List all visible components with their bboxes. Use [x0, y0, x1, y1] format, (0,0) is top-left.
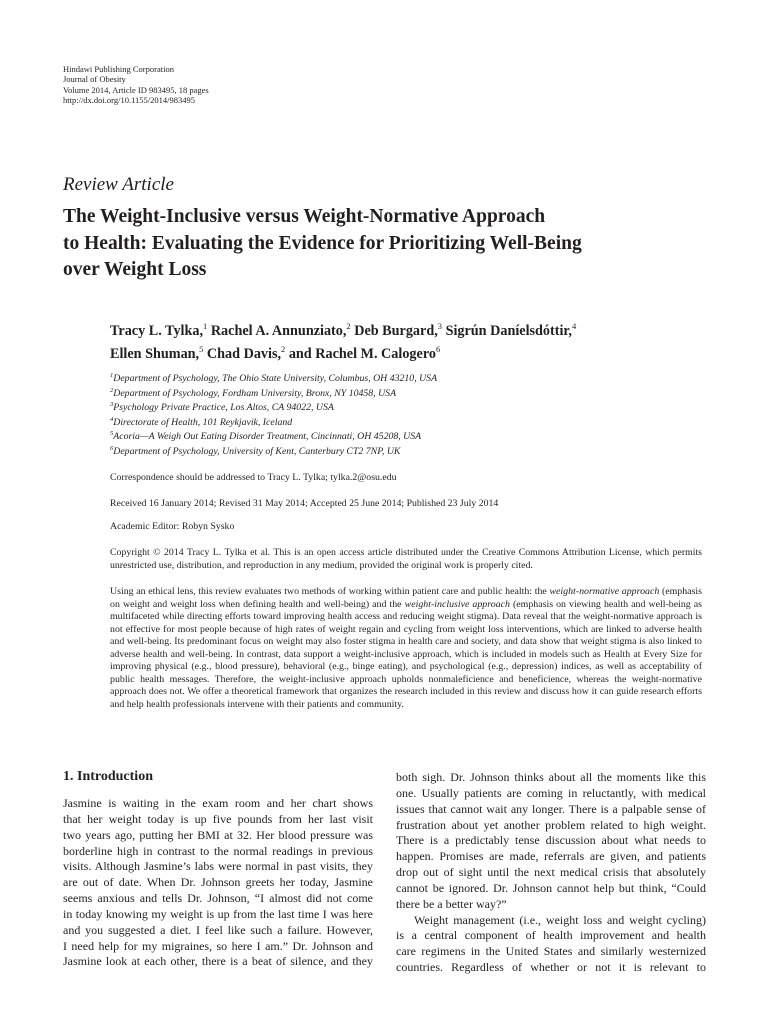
body-line: frustration about yet another problem related to high weight.	[396, 817, 706, 832]
author-affil-number: 6	[435, 344, 441, 354]
author-affil-number: 2	[346, 321, 351, 331]
author-affil-number: 2	[281, 344, 286, 354]
affiliation-text: Directorate of Health, 101 Reykjavik, Iceland	[113, 416, 293, 428]
affiliation-text: Department of Psychology, The Ohio State University, Columbus, OH 43210, USA	[113, 373, 438, 384]
title-line: over Weight Loss	[63, 259, 207, 280]
body-line: is a central component of health improvement and health	[396, 928, 706, 943]
abstract-text: (emphasis on weight and weight loss when defining health and well-being) and the	[110, 586, 702, 610]
abstract	[110, 586, 702, 711]
body-line: visits. Although Jasmine’s labs were normal in past visits, they	[63, 859, 373, 874]
body-line: are out of date. When Dr. Johnson greets her today, Jasmine	[63, 875, 373, 890]
title-line: The Weight-Inclusive versus Weight-Normative Approach	[63, 206, 546, 227]
article-type: Review Article	[63, 174, 174, 195]
body-line: borderline high in contrast to the normal readings in previous	[63, 843, 373, 858]
affiliation-item	[110, 387, 437, 402]
affiliations-list	[110, 372, 437, 460]
body-line: and you suggested a diet. I feel like such a failure. However,	[63, 922, 373, 937]
body-paragraph	[63, 796, 373, 970]
author-name: Chad Davis,	[206, 346, 282, 362]
author-name: and Rachel M. Calogero	[288, 346, 436, 362]
affiliation-text: Psychology Private Practice, Los Altos, CA 94022, USA	[113, 402, 334, 414]
affiliation-item	[110, 445, 437, 460]
academic-editor: Academic Editor: Robyn Sysko	[110, 521, 235, 532]
author-list	[110, 320, 576, 366]
author-affil-number: 4	[571, 321, 577, 331]
abstract-text: Using an ethical lens, this review evaluates two methods of working within patient care and public health: the	[110, 586, 550, 597]
abstract-text: (emphasis on viewing health and well-being as multifaceted while directing efforts toward improving health access and reducing weight stigma). Data reveal that the weight-normative approach is not effective for most people because of high rates of weight regain and cycling from weight loss interventions, which are linked to adverse health and well-being. Its predominant focus on weight may also foster stigma in health care and society, and data show that weight stigma is also linked to adverse health and well-being. In contrast, data support a weight-inclusive approach, which is included in models such as Health at Every Size for improving physical (e.g., blood pressure), behavioral (e.g., binge eating), and psychological (e.g., depression) indices, as well as acceptability of public health messages. Therefore, the weight-inclusive approach upholds nonmaleficience and beneficience, whereas the weight-normative approach does not. We offer a theoretical framework that organizes the research included in this review and discuss how it can guide research efforts and help health professionals intervene with their patients and community.	[110, 598, 702, 710]
affiliation-number: 4	[110, 415, 114, 423]
author-name: Sigrún Daníelsdóttir,	[445, 323, 572, 339]
body-line: There is a predictably tense discussion about what needs to	[396, 833, 706, 848]
body-line: drop out of sight until the next medical crisis that absolutely	[396, 865, 706, 880]
volume-info: Volume 2014, Article ID 983495, 18 pages	[63, 84, 209, 95]
body-line: Jasmine look at each other, there is a beat of silence, and they	[63, 954, 373, 969]
body-line: countries. Regardless of whether or not it is relevant to	[396, 960, 706, 975]
body-line: seems anxious and tells Dr. Johnson, “I almost did not come	[63, 891, 373, 906]
author-affil-number: 3	[437, 321, 443, 331]
author-name: Ellen Shuman,	[110, 346, 200, 362]
author-name: Rachel A. Annunziato,	[210, 323, 347, 339]
body-line: care regimens in the United States and similarly westernized	[396, 944, 706, 959]
affiliation-item	[110, 372, 437, 387]
affiliation-number: 1	[110, 372, 114, 379]
section-heading: 1. Introduction	[63, 769, 153, 784]
author-name: Deb Burgard,	[354, 323, 438, 339]
body-paragraph	[396, 913, 706, 976]
affiliation-item	[110, 416, 437, 431]
affiliation-number: 5	[110, 430, 114, 438]
affiliation-number: 6	[110, 444, 114, 452]
body-line: both sigh. Dr. Johnson thinks about all the moments like this	[396, 770, 706, 784]
body-line: in today knowing my weight is up from the last time I was here	[63, 906, 373, 921]
publisher-name: Hindawi Publishing Corporation	[63, 64, 174, 74]
publication-dates: Received 16 January 2014; Revised 31 May 2014; Accepted 25 June 2014; Published 23 July 2014	[110, 498, 499, 509]
body-column-left	[63, 796, 373, 970]
affiliation-item	[110, 430, 437, 445]
body-line: I need help for my migraines, so here I am.” Dr. Johnson and	[63, 938, 373, 953]
author-affil-number: 5	[199, 344, 204, 354]
body-paragraph	[396, 770, 706, 913]
author-name: Tracy L. Tylka,	[110, 323, 204, 339]
affiliation-number: 3	[110, 401, 114, 409]
body-column-right	[396, 770, 706, 976]
doi-link[interactable]: http://dx.doi.org/10.1155/2014/983495	[63, 94, 195, 105]
affiliation-number: 2	[110, 386, 114, 394]
affiliation-text: Acoria—A Weigh Out Eating Disorder Treatment, Cincinnati, OH 45208, USA	[113, 431, 422, 443]
article-title	[63, 204, 723, 284]
body-line: issues that cannot wait any longer. There is a palpable sense of	[396, 801, 706, 816]
correspondence-note: Correspondence should be addressed to Tracy L. Tylka; tylka.2@osu.edu	[110, 472, 397, 483]
affiliation-text: Department of Psychology, Fordham University, Bronx, NY 10458, USA	[113, 387, 397, 399]
body-line: Weight management (i.e., weight loss and weight cycling)	[414, 912, 706, 927]
body-line: two years ago, putting her BMI at 32. Her blood pressure was	[63, 827, 373, 842]
body-line: one. Usually patients are coming in reluctantly, with medical	[396, 785, 706, 800]
abstract-term: weight-inclusive approach	[404, 598, 510, 610]
title-line: to Health: Evaluating the Evidence for Prioritizing Well-Being	[63, 232, 582, 254]
affiliation-text: Department of Psychology, University of Kent, Canterbury CT2 7NP, UK	[113, 445, 401, 457]
journal-name: Journal of Obesity	[63, 74, 126, 85]
body-line: there be a better way?”	[396, 896, 507, 911]
body-line: cannot be ignored. Dr. Johnson cannot help but think, “Could	[396, 880, 706, 895]
abstract-term: weight-normative approach	[549, 586, 660, 597]
journal-masthead	[63, 64, 209, 105]
affiliation-item	[110, 401, 437, 416]
body-line: happen. Promises are made, referrals are given, and patients	[396, 849, 706, 864]
author-affil-number: 1	[203, 321, 208, 331]
copyright-notice: Copyright © 2014 Tracy L. Tylka et al. This is an open access article distributed under the Creative Commons Attribution License, which permits unrestricted use, distribution, and reproduction in any medium, provided the original work is properly cited.	[110, 547, 702, 571]
body-line: that her weight today is up five pounds from her last visit	[63, 811, 373, 826]
body-line: Jasmine is waiting in the exam room and her chart shows	[63, 796, 373, 810]
